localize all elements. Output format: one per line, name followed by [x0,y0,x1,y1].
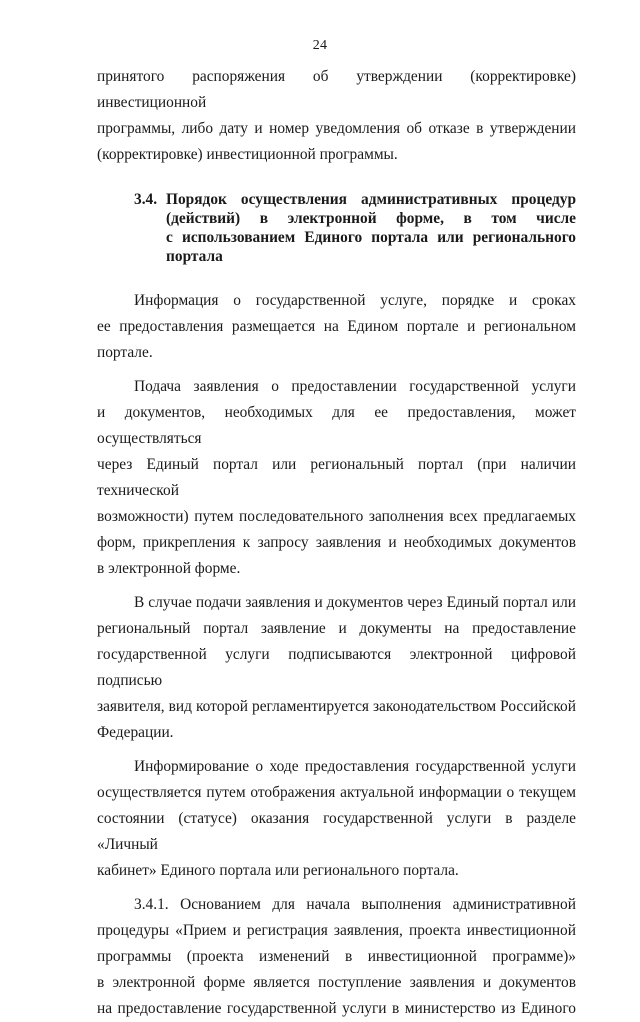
text-line: осуществляется путем отображения актуальной информации о текущем [97,784,576,801]
paragraph-3-4-1 [97,892,576,1022]
text-line: через Единый портал или региональный портал (при наличии технической [97,456,576,499]
text-line: В случае подачи заявления и документов через Единый портал или [134,594,576,611]
section-title-line: (действий) в электронной форме, в том числе [166,210,576,227]
text-line: форм, прикрепления к запросу заявления и необходимых документов [97,534,576,551]
text-line: Информация о государственной услуге, порядке и сроках [134,292,576,309]
page-number: 24 [312,38,328,53]
section-number: 3.4. [134,191,158,208]
text-line: региональный портал заявление и документы на предоставление [97,620,576,637]
text-line: возможности) путем последовательного заполнения всех предлагаемых [97,508,576,525]
document-body [97,64,576,1022]
text-line: ее предоставления размещается на Едином портале и региональном [97,318,576,335]
text-line: процедуры «Прием и регистрация заявления, проекта инвестиционной [97,922,576,939]
paragraph-info [97,288,576,366]
text-line: на предоставление государственной услуги в министерство из Единого [97,1000,576,1017]
text-line: портале. [97,344,153,361]
text-line: кабинет» Единого портала или регионального портала. [97,862,459,879]
text-line: Подача заявления о предоставлении государственной услуги [134,378,576,395]
text-line: программы (проекта изменений в инвестиционной программе)» [97,948,576,965]
paragraph-submission [97,374,576,582]
text-line: 3.4.1. Основанием для начала выполнения административной [134,896,576,913]
text-line: программы, либо дату и номер уведомления об отказе в утверждении [97,120,576,137]
section-title [166,190,576,266]
section-heading [97,190,576,266]
section-title-line: портала [166,248,223,265]
text-line: (корректировке) инвестиционной программы. [97,146,398,163]
text-line: принятого распоряжения об утверждении (корректировке) инвестиционной [97,68,576,111]
paragraph-signature [97,590,576,746]
intro-paragraph [97,64,576,168]
paragraph-status [97,754,576,884]
text-line: заявителя, вид которой регламентируется законодательством Российской [97,698,576,715]
text-line: состоянии (статусе) оказания государственной услуги в разделе «Личный [97,810,576,853]
section-title-line: с использованием Единого портала или регионального [166,229,576,246]
section-title-line: Порядок осуществления административных процедур [166,191,576,208]
text-line: государственной услуги подписываются электронной цифровой подписью [97,646,576,689]
text-line: Информирование о ходе предоставления государственной услуги [134,758,576,775]
text-line: в электронной форме является поступление заявления и документов [97,974,576,991]
text-line: и документов, необходимых для ее предоставления, может осуществляться [97,404,576,447]
text-line: в электронной форме. [97,560,241,577]
text-line: Федерации. [97,724,174,741]
